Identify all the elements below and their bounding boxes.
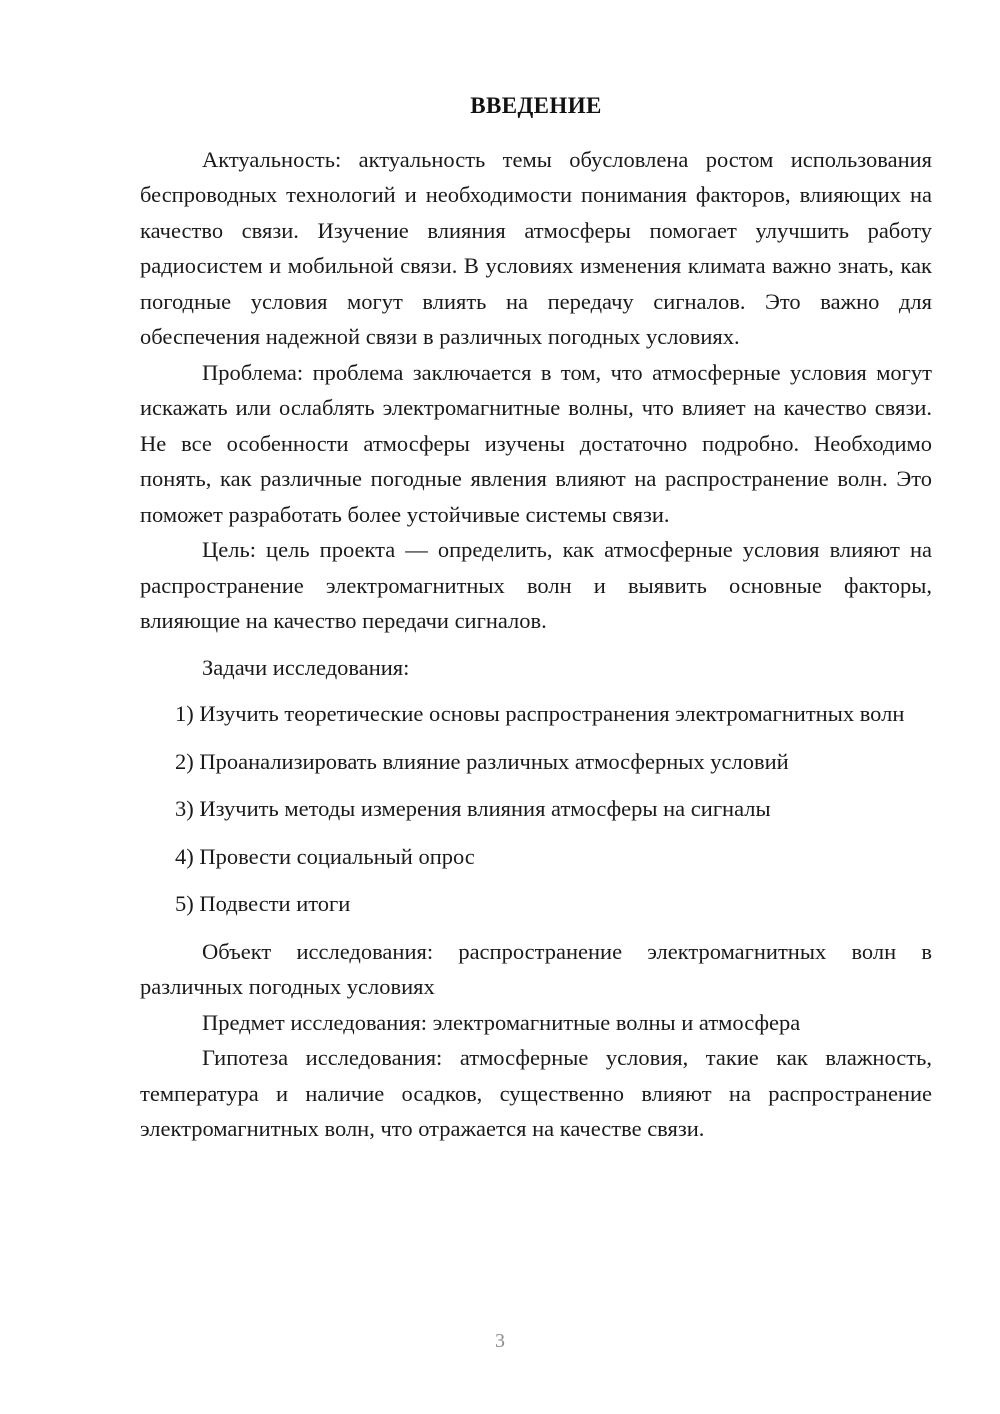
page-title: ВВЕДЕНИЕ: [470, 93, 602, 118]
paragraph-hypothesis: Гипотеза исследования: атмосферные условия, такие как влажность, температура и наличие осадков, существенно влияют на распространение электромагнитных волн, что отражается на качестве связи.: [140, 1045, 932, 1142]
paragraph-goal: Цель: цель проекта — определить, как атмосферные условия влияют на распространение электромагнитных волн и выявить основные факторы, влияющие на качество передачи сигналов.: [140, 537, 932, 634]
list-item: 5) Подвести итоги: [175, 891, 351, 917]
tasks-list: [140, 696, 932, 922]
paragraph-problem: Проблема: проблема заключается в том, что атмосферные условия могут искажать или ослаблять электромагнитные волны, что влияет на качество связи. Не все особенности атмосферы изучены достаточно подробно. Необходимо понять, как различные погодные явления влияют на распространение волн. Это поможет разработать более устойчивые системы связи.: [140, 359, 932, 527]
tasks-heading: Задачи исследования:: [202, 654, 410, 680]
list-item: 2) Проанализировать влияние различных атмосферных условий: [175, 748, 789, 774]
list-item: 3) Изучить методы измерения влияния атмосферы на сигналы: [175, 796, 771, 822]
paragraph-relevance: Актуальность: актуальность темы обусловлена ростом использования беспроводных технологий и необходимости понимания факторов, влияющих на качество связи. Изучение влияния атмосферы помогает улучшить работу радиосистем и мобильной связи. В условиях изменения климата важно знать, как погодные условия могут влиять на передачу сигналов. Это важно для обеспечения надежной связи в различных погодных условиях.: [140, 146, 932, 350]
paragraph-subject: Предмет исследования: электромагнитные волны и атмосфера: [202, 1009, 801, 1035]
list-item: 4) Провести социальный опрос: [175, 843, 475, 869]
list-item: 1) Изучить теоретические основы распространения электромагнитных волн: [175, 701, 905, 727]
page-content: [140, 0, 932, 1147]
page-number: 3: [495, 1330, 505, 1352]
paragraph-object: Объект исследования: распространение электромагнитных волн в различных погодных условиях: [140, 938, 932, 1000]
